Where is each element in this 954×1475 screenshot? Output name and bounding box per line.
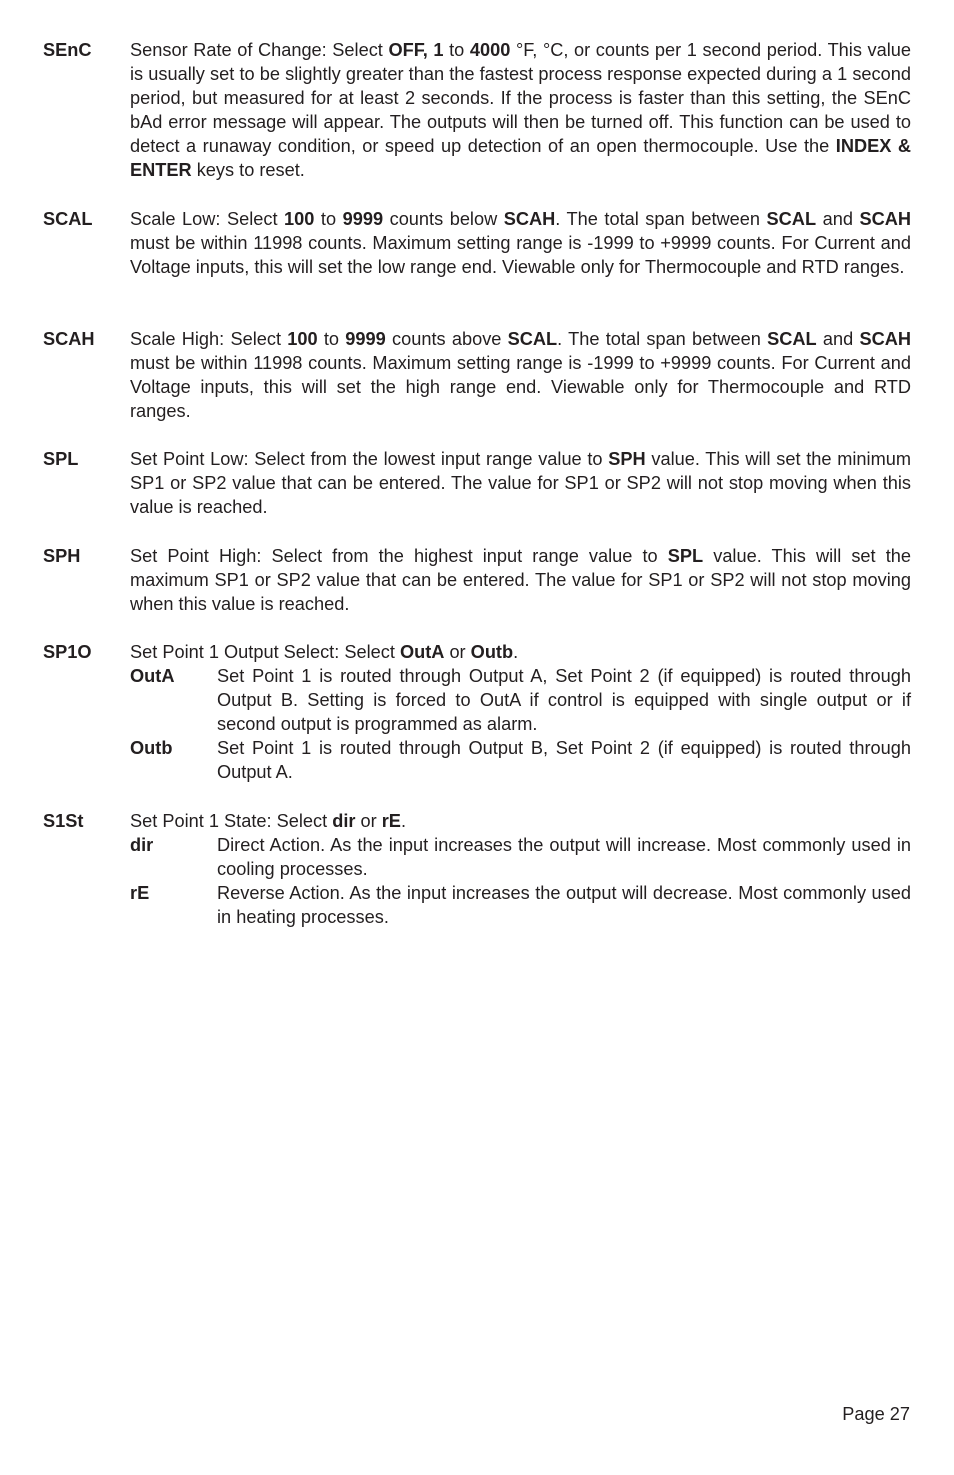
option-description: Set Point 1 is routed through Output B, Set Point 2 (if equipped) is routed through Output A.: [217, 738, 911, 782]
desc-bold: dir: [332, 811, 356, 831]
desc-text: and: [816, 209, 860, 229]
desc-bold: Outb: [470, 642, 514, 662]
option-term: OutA: [130, 666, 175, 686]
option-outa: [130, 664, 911, 736]
desc-text: must be within 11998 counts. Maximum setting range is -1999 to +9999 counts. For Current and Voltage inputs, this will set the high range end. Viewable only for Thermocouple and RTD ranges.: [130, 353, 911, 421]
entry-term: SP1O: [43, 642, 92, 662]
option-term: rE: [130, 883, 150, 903]
desc-text: .: [400, 811, 407, 831]
desc-text: or: [444, 642, 471, 662]
desc-text: must be within 11998 counts. Maximum setting range is -1999 to +9999 counts. For Current and Voltage inputs, this will set the low range end. Viewable only for Thermocouple and RTD ranges.: [130, 233, 911, 277]
desc-text: to: [317, 329, 346, 349]
desc-bold: SCAL: [766, 209, 817, 229]
entry-term: SCAH: [43, 329, 95, 349]
desc-text: value. This will set the minimum SP1 or SP2 value that can be entered. The value for SP1 or SP2 will not stop moving when this value is reached.: [130, 449, 911, 517]
option-term: Outb: [130, 738, 173, 758]
desc-text: Set Point 1 State: Select: [130, 811, 333, 831]
desc-text: Set Point 1 Output Select: Select: [130, 642, 400, 662]
desc-text: . The total span between: [557, 329, 768, 349]
desc-text: Sensor Rate of Change: Select: [130, 40, 389, 60]
entry-scah: [43, 327, 911, 423]
entry-description: [130, 447, 911, 519]
entry-term: S1St: [43, 811, 84, 831]
option-description: Direct Action. As the input increases the output will increase. Most commonly used in cooling processes.: [217, 835, 911, 879]
desc-bold: SPL: [667, 546, 704, 566]
desc-bold: SPH: [608, 449, 646, 469]
desc-text: counts above: [385, 329, 508, 349]
entry-description: [130, 809, 911, 833]
entry-spl: [43, 447, 911, 519]
desc-bold: 9999: [342, 209, 384, 229]
entry-term: SPH: [43, 546, 81, 566]
entry-description: [130, 207, 911, 279]
desc-bold: 4000: [469, 40, 511, 60]
desc-bold: 9999: [345, 329, 386, 349]
option-dir: [130, 833, 911, 881]
desc-text: and: [816, 329, 860, 349]
desc-bold: SCAL: [767, 329, 817, 349]
option-re: [130, 881, 911, 929]
entry-description: [130, 544, 911, 616]
entry-senc: [43, 38, 911, 182]
desc-text: to: [443, 40, 470, 60]
desc-text: or: [355, 811, 382, 831]
desc-text: Scale Low: Select: [130, 209, 285, 229]
desc-bold: SCAH: [859, 329, 911, 349]
entry-sp1o: [43, 640, 911, 784]
entry-term: SEnC: [43, 40, 92, 60]
entry-term: SPL: [43, 449, 79, 469]
desc-text: . The total span between: [555, 209, 767, 229]
entry-term: SCAL: [43, 209, 93, 229]
desc-text: Scale High: Select: [130, 329, 288, 349]
desc-bold: 100: [284, 209, 315, 229]
option-term: dir: [130, 835, 154, 855]
desc-text: value. This will set the maximum SP1 or SP2 value that can be entered. The value for SP1 or SP2 will not stop moving when this value is reached.: [130, 546, 911, 614]
entry-s1st: [43, 809, 911, 929]
desc-text: to: [314, 209, 343, 229]
desc-bold: OFF, 1: [388, 40, 444, 60]
option-outb: [130, 736, 911, 784]
option-description: Set Point 1 is routed through Output A, Set Point 2 (if equipped) is routed through Output B. Setting is forced to OutA if control is equipped with single output or if second output is programmed as alarm.: [217, 666, 911, 734]
option-description: Reverse Action. As the input increases the output will decrease. Most commonly used in heating processes.: [217, 883, 911, 927]
entry-scal: [43, 207, 911, 279]
desc-text: Set Point High: Select from the highest input range value to: [130, 546, 668, 566]
page-number: Page 27: [842, 1404, 910, 1424]
entry-sph: [43, 544, 911, 616]
desc-bold: SCAH: [859, 209, 911, 229]
desc-bold: SCAL: [507, 329, 558, 349]
entry-description: [130, 38, 911, 182]
desc-bold: 100: [287, 329, 318, 349]
desc-text: Set Point Low: Select from the lowest input range value to: [130, 449, 609, 469]
desc-text: counts below: [383, 209, 504, 229]
desc-text: keys to reset.: [191, 160, 305, 180]
desc-text: .: [513, 642, 519, 662]
desc-bold: OutA: [399, 642, 445, 662]
desc-bold: rE: [381, 811, 401, 831]
desc-bold: SCAH: [503, 209, 556, 229]
entry-description: [130, 640, 911, 664]
desc-bold: INDEX & ENTER: [130, 136, 911, 180]
desc-text: °F, °C, or counts per 1 second period. This value is usually set to be slightly greater than the fastest process response expected during a 1 second period, but measured for at least 2 seconds. If the process is faster than this setting, the SEnC bAd error message will appear. The outputs will then be turned off. This function can be used to detect a runaway condition, or speed up detection of an open thermocouple. Use the: [130, 40, 911, 156]
entry-description: [130, 327, 911, 423]
